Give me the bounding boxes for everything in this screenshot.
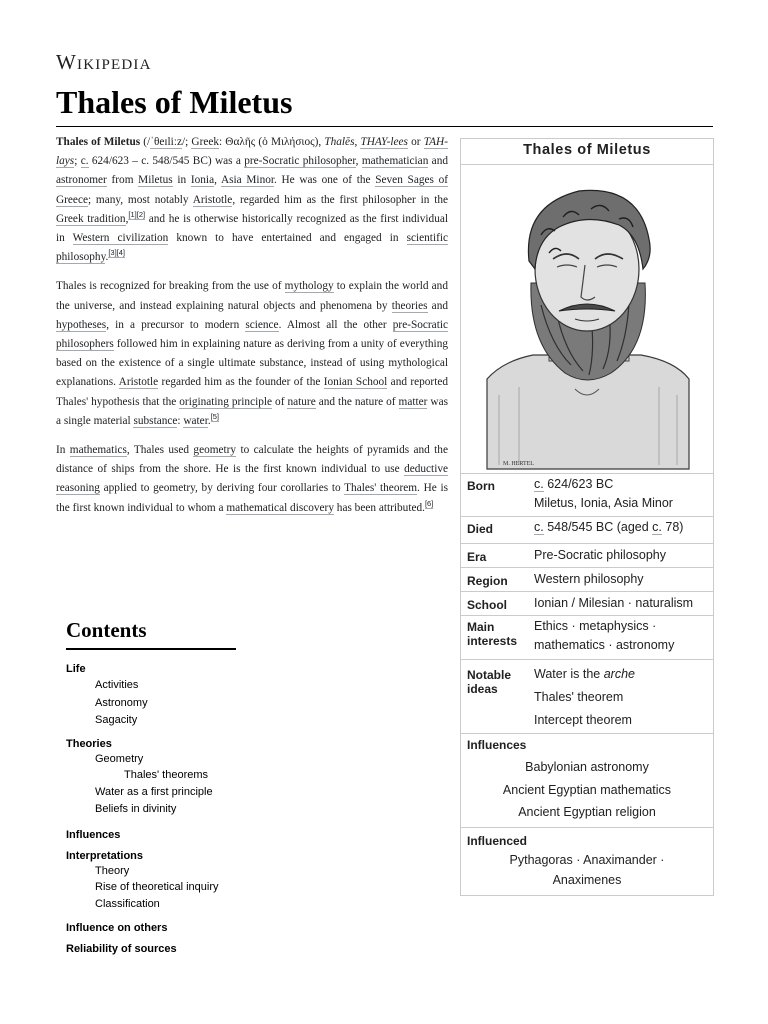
paragraph-mythology: Thales is recognized for breaking from the use of mythology to explain the world and the universe, and instead explaining natural objects and phenomena by theories and hypotheses, in a precursor to modern science. Almost all the other pre-Socratic philosophers followed him in explaining nature as deriving from a unity of everything based on the existence of a single ultimate substance, instead of using mythological explanations. Aristotle regarded him as the founder of the Ionian School and reported Thales' hypothesis that the originating principle of nature and the nature of matter was a single material substance: water.[5] <box>56 280 448 427</box>
pronunciation-link-1[interactable]: THAY-lees <box>360 136 408 148</box>
toc-item-influences[interactable]: Influences <box>66 828 121 841</box>
deductive-reasoning-link[interactable]: deductive reasoning <box>56 463 448 495</box>
era-value[interactable]: Pre-Socratic philosophy <box>534 548 667 562</box>
thales-bust-image[interactable] <box>479 165 695 471</box>
originating-principle-link[interactable]: originating principle <box>179 395 273 408</box>
toc-item-sagacity[interactable]: Sagacity <box>95 714 138 726</box>
circa-link[interactable]: c. <box>80 155 89 168</box>
died-circa-link-2[interactable]: c. <box>652 520 662 534</box>
toc-item-reliability[interactable]: Reliability of sources <box>66 942 177 955</box>
toc-item-life[interactable]: Life <box>66 663 86 675</box>
pronunciation-link-2[interactable]: TAH-lays <box>56 136 448 168</box>
title-divider <box>56 126 713 127</box>
reference-1-2[interactable]: [1][2] <box>128 210 146 220</box>
science-link[interactable]: science <box>245 318 279 331</box>
miletus-link[interactable]: Miletus <box>138 174 173 187</box>
main-interests-value[interactable]: Ethics · metaphysics · mathematics · astronomy <box>534 619 675 652</box>
toc-item-beliefs[interactable]: Beliefs in divinity <box>95 802 177 815</box>
theories-link[interactable]: theories <box>391 299 428 312</box>
matter-link[interactable]: matter <box>398 395 428 408</box>
mythology-link[interactable]: mythology <box>284 280 334 293</box>
region-value[interactable]: Western philosophy <box>534 572 644 586</box>
hypotheses-link[interactable]: hypotheses <box>56 318 107 331</box>
water-link[interactable]: water <box>183 414 208 427</box>
seven-sages-link[interactable]: Seven Sages of Greece <box>56 174 448 206</box>
region-label: Region <box>467 574 508 588</box>
toc-item-thales-theorems[interactable]: Thales' theorems <box>124 768 209 781</box>
article-body <box>56 133 448 528</box>
aristotle-link[interactable]: Aristotle <box>192 193 233 206</box>
toc-item-activities[interactable]: Activities <box>95 679 139 691</box>
astronomer-link[interactable]: astronomer <box>56 174 107 187</box>
born-place: Miletus, Ionia, Asia Minor <box>534 496 673 510</box>
influence-egyptian-mathematics[interactable]: Ancient Egyptian mathematics <box>502 782 672 797</box>
table-of-contents <box>66 618 306 957</box>
toc-item-interpretations[interactable]: Interpretations <box>66 849 144 862</box>
influenced-line-2[interactable]: Anaximenes <box>552 873 622 887</box>
toc-item-astronomy[interactable]: Astronomy <box>95 696 148 709</box>
toc-heading: Contents <box>66 618 236 650</box>
reference-6[interactable]: [6] <box>424 498 434 508</box>
lead-name: Thales of Miletus <box>56 136 141 148</box>
row-influences <box>461 733 713 824</box>
era-label: Era <box>467 550 487 564</box>
toc-item-rise[interactable]: Rise of theoretical inquiry <box>95 880 219 893</box>
toc-item-water[interactable]: Water as a first principle <box>95 785 213 798</box>
row-region <box>461 567 713 592</box>
main-interests-label: Main interests <box>467 620 518 648</box>
notable-ideas-label: Notable ideas <box>467 668 512 696</box>
school-label: School <box>467 598 508 612</box>
born-label: Born <box>467 479 495 493</box>
row-born <box>461 473 713 514</box>
greek-language-link[interactable]: Greek <box>191 136 220 148</box>
influence-babylonian-astronomy[interactable]: Babylonian astronomy <box>525 760 649 774</box>
ionia-link[interactable]: Ionia <box>190 174 215 187</box>
row-era <box>461 543 713 568</box>
mathematics-link[interactable]: mathematics <box>69 444 127 457</box>
mathematician-link[interactable]: mathematician <box>361 155 429 168</box>
toc-item-geometry[interactable]: Geometry <box>95 752 144 765</box>
toc-item-classification[interactable]: Classification <box>95 898 160 910</box>
toc-item-influence-on-others[interactable]: Influence on others <box>66 921 168 934</box>
died-label: Died <box>467 522 494 536</box>
influence-egyptian-religion[interactable]: Ancient Egyptian religion <box>518 805 656 819</box>
mathematical-discovery-link[interactable]: mathematical discovery <box>226 501 334 514</box>
presocratic-philosophers-link[interactable]: pre-Socratic philosophers <box>56 318 448 351</box>
paragraph-mathematics: In mathematics, Thales used geometry to calculate the heights of pyramids and the distance of ships from the shore. He is the first known individual to use deductive reasoning applied to geometry, by deriving four corollaries to Thales' theorem. He is the first known individual to whom a mathematical discovery has been attributed.[6] <box>56 444 448 514</box>
born-circa-link[interactable]: c. <box>534 477 544 491</box>
geometry-link[interactable]: geometry <box>193 444 237 457</box>
scientific-philosophy-link[interactable]: scientific philosophy <box>56 232 448 264</box>
idea-water[interactable]: Water is the arche <box>534 667 635 681</box>
asia-minor-link[interactable]: Asia Minor <box>220 174 274 187</box>
influences-label: Influences <box>467 738 527 752</box>
infobox-title: Thales of Miletus <box>461 139 713 165</box>
ipa-link[interactable]: ˈθeɪliːz <box>150 136 182 148</box>
western-civilization-link[interactable]: Western civilization <box>72 232 169 245</box>
died-value: c. 548/545 BC (aged c. 78) <box>534 520 684 534</box>
aristotle-link-2[interactable]: Aristotle <box>118 376 159 389</box>
toc-item-theory[interactable]: Theory <box>95 864 130 877</box>
influenced-list <box>461 850 713 890</box>
born-value: c. 624/623 BC Miletus, Ionia, Asia Minor <box>534 477 673 510</box>
influenced-line-1[interactable]: Pythagoras · Anaximander · <box>509 853 665 867</box>
wikipedia-logo[interactable]: Wikipedia <box>56 50 152 74</box>
notable-ideas-value <box>534 663 712 732</box>
presocratic-philosopher-link[interactable]: pre-Socratic philosopher <box>244 155 356 168</box>
influenced-label: Influenced <box>467 834 528 848</box>
nature-link[interactable]: nature <box>287 395 316 408</box>
row-main-interests <box>461 615 713 658</box>
influences-list <box>461 756 713 824</box>
died-circa-link[interactable]: c. <box>534 520 544 534</box>
row-notable-ideas <box>461 659 713 732</box>
row-died <box>461 516 713 541</box>
paragraph-intro: Thales of Miletus (/ˈθeɪliːz/; Greek: Θαλῆς (ὁ Μιλήσιος), Thalēs, THAY-lees or TAH-lays; c. 624/623 – c. 548/545 BC) was a pre-Socratic philosopher, mathematician and astronomer from Miletus in Ionia, Asia Minor. He was one of the Seven Sages of Greece; many, most notably Aristotle, regarded him as the first philosopher in the Greek tradition,[1][2] and he is otherwise historically recognized as the first individual in Western civilization known to have entertained and engaged in scientific philosophy.[3][4] <box>56 136 448 264</box>
infobox <box>460 138 714 896</box>
image-signature: M. HERTEL <box>503 461 534 467</box>
school-value[interactable]: Ionian / Milesian · naturalism <box>534 596 694 610</box>
idea-thales-theorem[interactable]: Thales' theorem <box>534 690 624 704</box>
greek-tradition-link[interactable]: Greek tradition <box>56 212 126 225</box>
page-title: Thales of Miletus <box>56 84 293 120</box>
idea-intercept-theorem[interactable]: Intercept theorem <box>534 713 632 727</box>
ionian-school-link[interactable]: Ionian School <box>323 376 388 389</box>
row-influenced <box>461 827 713 894</box>
thales-theorem-link[interactable]: Thales' theorem <box>344 482 418 495</box>
row-school <box>461 591 713 616</box>
substance-link[interactable]: substance <box>133 414 178 427</box>
toc-item-theories[interactable]: Theories <box>66 737 112 750</box>
reference-5[interactable]: [5] <box>210 412 220 422</box>
reference-3-4[interactable]: [3][4] <box>108 248 125 258</box>
